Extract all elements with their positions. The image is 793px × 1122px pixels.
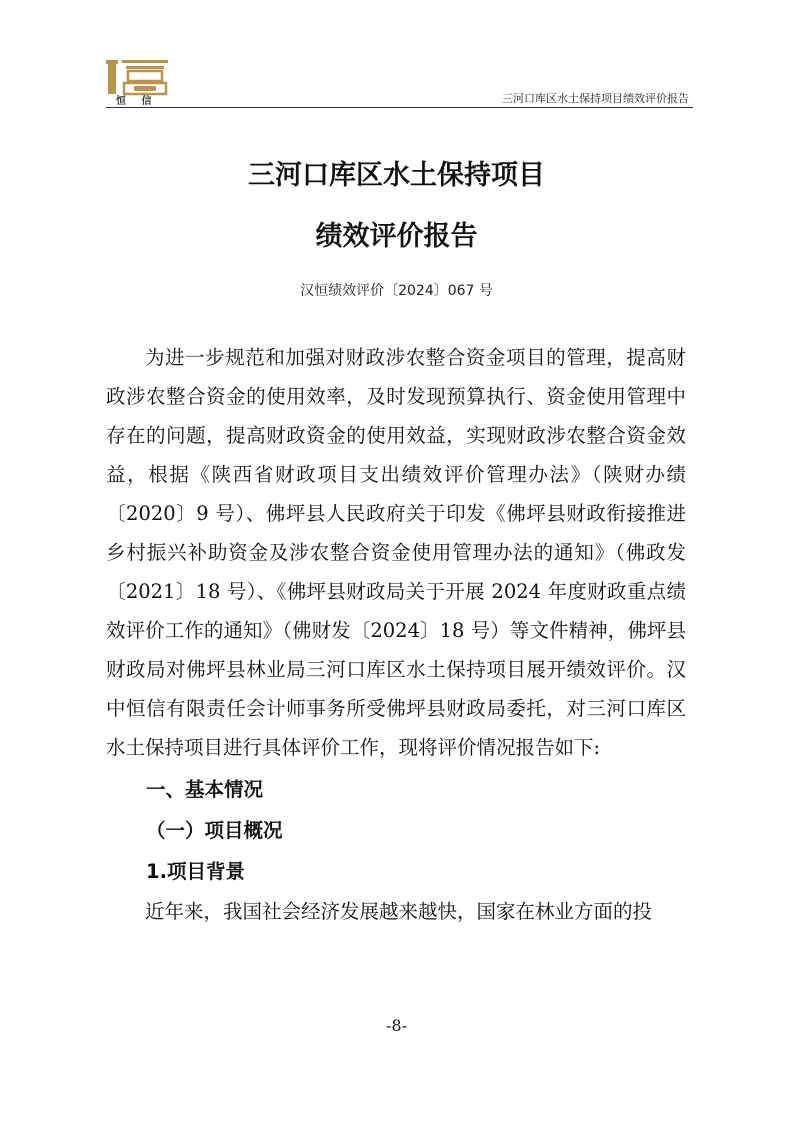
running-header-title: 三河口库区水土保持项目绩效评价报告 <box>502 92 689 105</box>
subsection-heading-project-overview: （一）项目概况 <box>146 819 283 842</box>
subsubsection-heading-project-background: 1.项目背景 <box>146 860 245 883</box>
background-paragraph: 近年来，我国社会经济发展越来越快，国家在林业方面的投 <box>145 900 653 923</box>
header-divider <box>106 107 693 108</box>
report-title-line1: 三河口库区水土保持项目 <box>248 160 545 191</box>
page-number: -8- <box>386 1016 407 1035</box>
intro-paragraph: 为进一步规范和加强对财政涉农整合资金项目的管理，提高财政涉农整合资金的使用效率，及时发现预算执行、资金使用管理中存在的问题，提高财政资金的使用效益，实现财政涉农整合资金效益，根据《陕西省财政项目支出绩效评价管理办法》（陕财办绩〔2020〕9 号）、佛坪县人民政府关于印发《佛坪县财政衔接推进乡村振兴补助资金及涉农整合资金使用管理办法的通知》（佛政发〔2021〕18 号）、《佛坪县财政局关于开展 2024 年度财政重点绩效评价工作的通知》（佛财发〔2024〕18 号）等文件精神，佛坪县财政局对佛坪县林业局三河口库区水土保持项目展开绩效评价。汉中恒信有限责任会计师事务所受佛坪县财政局委托，对三河口库区水土保持项目进行具体评价工作，现将评价情况报告如下: <box>106 346 686 759</box>
section-heading-basic-info: 一、基本情况 <box>146 778 264 801</box>
report-title-line2: 绩效评价报告 <box>315 221 478 252</box>
logo-caption: 恒 信 <box>116 96 158 107</box>
document-number: 汉恒绩效评价〔2024〕067 号 <box>300 283 493 299</box>
report-body <box>106 338 686 931</box>
